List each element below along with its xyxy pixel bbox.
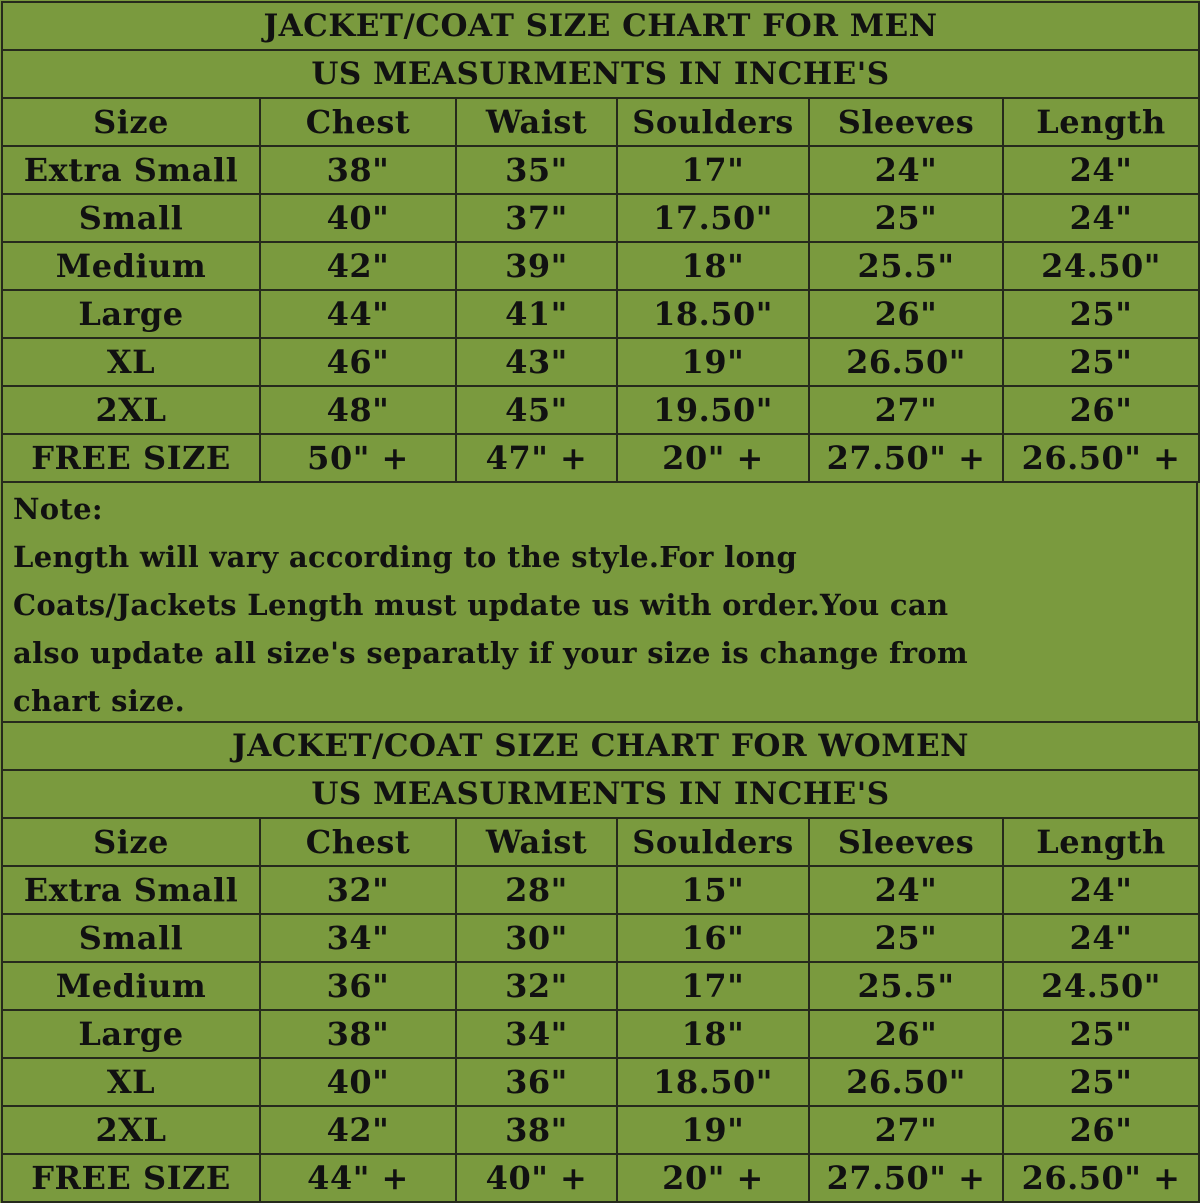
measurement-cell: 40" + [456, 1154, 617, 1202]
measurement-cell: 18" [617, 1010, 809, 1058]
measurement-cell: 27.50" + [809, 434, 1003, 482]
measurement-cell: 34" [260, 914, 456, 962]
size-label-cell: 2XL [2, 1106, 260, 1154]
measurement-cell: 24" [809, 146, 1003, 194]
note-line: Length will vary according to the style.For long [13, 540, 798, 574]
table-row [2, 1058, 1199, 1106]
column-header: Soulders [617, 818, 809, 866]
column-header: Waist [456, 98, 617, 146]
women-chart-subtitle: US MEASURMENTS IN INCHE'S [2, 770, 1199, 818]
measurement-cell: 40" [260, 194, 456, 242]
column-header: Chest [260, 98, 456, 146]
size-label-cell: 2XL [2, 386, 260, 434]
measurement-cell: 44" + [260, 1154, 456, 1202]
column-header: Chest [260, 818, 456, 866]
measurement-cell: 40" [260, 1058, 456, 1106]
measurement-cell: 25" [1003, 1010, 1199, 1058]
size-label-cell: Extra Small [2, 866, 260, 914]
table-row [2, 338, 1199, 386]
column-header: Size [2, 818, 260, 866]
measurement-cell: 45" [456, 386, 617, 434]
note-line: Coats/Jackets Length must update us with order.You can [13, 588, 949, 622]
measurement-cell: 26" [809, 290, 1003, 338]
size-label-cell: Large [2, 1010, 260, 1058]
measurement-cell: 30" [456, 914, 617, 962]
measurement-cell: 43" [456, 338, 617, 386]
measurement-cell: 27" [809, 1106, 1003, 1154]
measurement-cell: 17.50" [617, 194, 809, 242]
measurement-cell: 24" [1003, 866, 1199, 914]
size-label-cell: Small [2, 194, 260, 242]
measurement-cell: 38" [260, 146, 456, 194]
size-label-cell: Medium [2, 242, 260, 290]
measurement-cell: 48" [260, 386, 456, 434]
table-row [2, 1106, 1199, 1154]
size-label-cell: Medium [2, 962, 260, 1010]
women-header-row [2, 818, 1199, 866]
measurement-cell: 17" [617, 962, 809, 1010]
measurement-cell: 50" + [260, 434, 456, 482]
measurement-cell: 26.50" [809, 1058, 1003, 1106]
women-chart-title: JACKET/COAT SIZE CHART FOR WOMEN [2, 722, 1199, 770]
measurement-cell: 27.50" + [809, 1154, 1003, 1202]
measurement-cell: 25" [809, 914, 1003, 962]
table-row [2, 434, 1199, 482]
measurement-cell: 19" [617, 1106, 809, 1154]
measurement-cell: 39" [456, 242, 617, 290]
table-row [2, 1010, 1199, 1058]
measurement-cell: 25.5" [809, 242, 1003, 290]
measurement-cell: 27" [809, 386, 1003, 434]
table-row [2, 962, 1199, 1010]
measurement-cell: 42" [260, 242, 456, 290]
measurement-cell: 20" + [617, 1154, 809, 1202]
column-header: Sleeves [809, 98, 1003, 146]
men-chart-title: JACKET/COAT SIZE CHART FOR MEN [2, 2, 1199, 50]
measurement-cell: 26.50" + [1003, 434, 1199, 482]
measurement-cell: 26" [809, 1010, 1003, 1058]
size-label-cell: FREE SIZE [2, 434, 260, 482]
measurement-cell: 46" [260, 338, 456, 386]
men-header-row [2, 98, 1199, 146]
measurement-cell: 17" [617, 146, 809, 194]
column-header: Length [1003, 98, 1199, 146]
measurement-cell: 32" [260, 866, 456, 914]
measurement-cell: 28" [456, 866, 617, 914]
measurement-cell: 47" + [456, 434, 617, 482]
table-row [2, 386, 1199, 434]
measurement-cell: 24.50" [1003, 962, 1199, 1010]
measurement-cell: 25" [1003, 338, 1199, 386]
measurement-cell: 24" [1003, 146, 1199, 194]
column-header: Length [1003, 818, 1199, 866]
size-label-cell: FREE SIZE [2, 1154, 260, 1202]
measurement-cell: 25" [809, 194, 1003, 242]
size-label-cell: Extra Small [2, 146, 260, 194]
men-chart-subtitle: US MEASURMENTS IN INCHE'S [2, 50, 1199, 98]
table-row [2, 1154, 1199, 1202]
measurement-cell: 41" [456, 290, 617, 338]
table-row [2, 914, 1199, 962]
size-label-cell: XL [2, 338, 260, 386]
measurement-cell: 34" [456, 1010, 617, 1058]
column-header: Waist [456, 818, 617, 866]
measurement-cell: 18.50" [617, 290, 809, 338]
measurement-cell: 26" [1003, 1106, 1199, 1154]
size-label-cell: Large [2, 290, 260, 338]
column-header: Size [2, 98, 260, 146]
measurement-cell: 24" [1003, 914, 1199, 962]
measurement-cell: 15" [617, 866, 809, 914]
measurement-cell: 24.50" [1003, 242, 1199, 290]
measurement-cell: 25" [1003, 290, 1199, 338]
note-label: Note: [13, 492, 103, 526]
measurement-cell: 26" [1003, 386, 1199, 434]
measurement-cell: 42" [260, 1106, 456, 1154]
measurement-cell: 16" [617, 914, 809, 962]
women-size-table [1, 721, 1200, 1203]
note-section [1, 481, 1198, 721]
measurement-cell: 19" [617, 338, 809, 386]
measurement-cell: 36" [456, 1058, 617, 1106]
measurement-cell: 26.50" [809, 338, 1003, 386]
table-row [2, 242, 1199, 290]
measurement-cell: 25.5" [809, 962, 1003, 1010]
measurement-cell: 32" [456, 962, 617, 1010]
size-label-cell: XL [2, 1058, 260, 1106]
measurement-cell: 26.50" + [1003, 1154, 1199, 1202]
measurement-cell: 44" [260, 290, 456, 338]
men-size-table [1, 1, 1200, 483]
column-header: Sleeves [809, 818, 1003, 866]
table-row [2, 290, 1199, 338]
measurement-cell: 20" + [617, 434, 809, 482]
column-header: Soulders [617, 98, 809, 146]
measurement-cell: 19.50" [617, 386, 809, 434]
measurement-cell: 38" [456, 1106, 617, 1154]
measurement-cell: 37" [456, 194, 617, 242]
measurement-cell: 18.50" [617, 1058, 809, 1106]
measurement-cell: 25" [1003, 1058, 1199, 1106]
note-line: chart size. [13, 684, 185, 718]
measurement-cell: 35" [456, 146, 617, 194]
measurement-cell: 36" [260, 962, 456, 1010]
table-row [2, 194, 1199, 242]
measurement-cell: 38" [260, 1010, 456, 1058]
note-line: also update all size's separatly if your size is change from [13, 636, 968, 670]
table-row [2, 146, 1199, 194]
measurement-cell: 18" [617, 242, 809, 290]
table-row [2, 866, 1199, 914]
measurement-cell: 24" [1003, 194, 1199, 242]
measurement-cell: 24" [809, 866, 1003, 914]
size-label-cell: Small [2, 914, 260, 962]
